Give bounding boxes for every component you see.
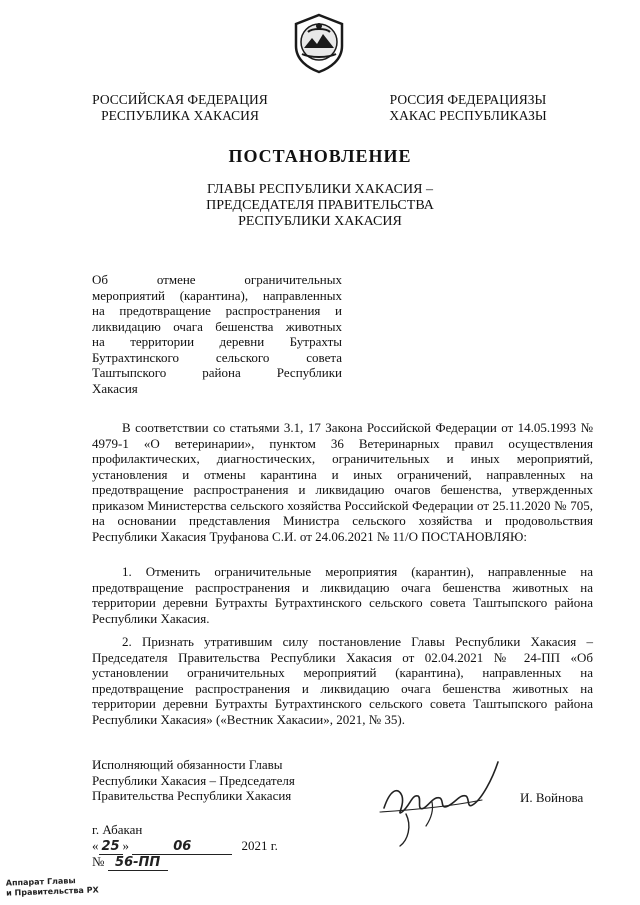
subject-line: мероприятий (карантина), направленных [92, 287, 342, 303]
header-left-line1: РОССИЙСКАЯ ФЕДЕРАЦИЯ [92, 92, 268, 107]
number-value: 56-ПП [108, 855, 168, 871]
date-year: 2021 г. [241, 838, 278, 853]
position-line3: Правительства Республики Хакасия [92, 788, 292, 803]
body-item-1: 1. Отменить ограничительные мероприятия (карантин), направленные на предотвращение распространения и ликвидацию очага бешенства животных на территории деревни Бутрахты Бутрахтинского сельского совета Таштыпского района Республики Хакасия. [92, 564, 593, 626]
office-stamp [6, 875, 99, 898]
header-right-line1: РОССИЯ ФЕДЕРАЦИЯЗЫ [389, 92, 547, 107]
body-paragraph-intro: В соответствии со статьями 3.1, 17 Закона Российской Федерации от 14.05.1993 № 4979-1 «О ветеринарии», пунктом 36 Ветеринарных правил осуществления профилактических, диагностических, ограничительных и иных мероприятий, установления и отмены карантина и иных ограничений, направленных на предотвращение распространения и ликвидацию очагов бешенства, утвержденных приказом Министерства сельского хозяйства Российской Федерации от 25.11.2020 № 705, на основании представления Министра сельского хозяйства и продовольствия Республики Хакасия Труфанова С.И. от 24.06.2021 № 11/О ПОСТАНОВЛЯЮ: [92, 420, 593, 544]
subject-line: на территории деревни Бутрахты [92, 334, 342, 349]
signatory-name: И. Войнова [520, 790, 584, 805]
document-date [92, 838, 278, 855]
subtitle-line3: РЕСПУБЛИКИ ХАКАСИЯ [238, 214, 402, 229]
position-line1: Исполняющий обязанности Главы [92, 757, 283, 772]
subject-line: ликвидацию очага бешенства животных [92, 318, 342, 334]
header-khakas [372, 92, 564, 124]
handwritten-signature [372, 750, 522, 850]
place-of-issue: г. Абакан [92, 822, 143, 837]
document-subject [92, 272, 342, 396]
body-item-2: 2. Признать утратившим силу постановление Главы Республики Хакасия – Председателя Правительства Республики Хакасия от 02.04.2021 № 24-ПП «Об установлении ограничительных мероприятий (карантина), направленных на предотвращение распространения и ликвидацию очага бешенства животных на территории деревни Бутрахты Бутрахтинского сельского совета Таштыпского района Республики Хакасия» («Вестник Хакасии», 2021, № 35). [92, 634, 593, 727]
document-title: ПОСТАНОВЛЕНИЕ [228, 146, 412, 166]
document-number [92, 854, 168, 871]
header-russian [80, 92, 280, 124]
signatory-position [92, 757, 295, 804]
subject-line: Бутрахтинского сельского совета [92, 349, 342, 365]
stamp-line1: Аппарат Главы [5, 876, 76, 888]
subtitle-line2: ПРЕДСЕДАТЕЛЯ ПРАВИТЕЛЬСТВА [206, 198, 434, 213]
subject-line: Об отмене ограничительных [92, 272, 342, 287]
subject-line: Таштыпского района Республики [92, 365, 342, 380]
coat-of-arms-icon [290, 12, 348, 74]
header-left-line2: РЕСПУБЛИКА ХАКАСИЯ [101, 108, 259, 123]
date-close-quote: » [122, 838, 129, 853]
position-line2: Республики Хакасия – Председателя [92, 772, 295, 788]
date-open-quote: « [92, 838, 99, 853]
stamp-line2: и Правительства РХ [6, 885, 99, 898]
number-prefix: № [92, 854, 105, 869]
subject-line: Хакасия [92, 380, 138, 396]
document-subtitle [120, 182, 520, 230]
date-day: 25 [99, 839, 123, 855]
subject-line: на предотвращение распространения и [92, 303, 342, 318]
subtitle-line1: ГЛАВЫ РЕСПУБЛИКИ ХАКАСИЯ – [207, 182, 433, 197]
date-month: 06 [132, 839, 232, 855]
header-right-line2: ХАКАС РЕСПУБЛИКАЗЫ [389, 108, 547, 123]
